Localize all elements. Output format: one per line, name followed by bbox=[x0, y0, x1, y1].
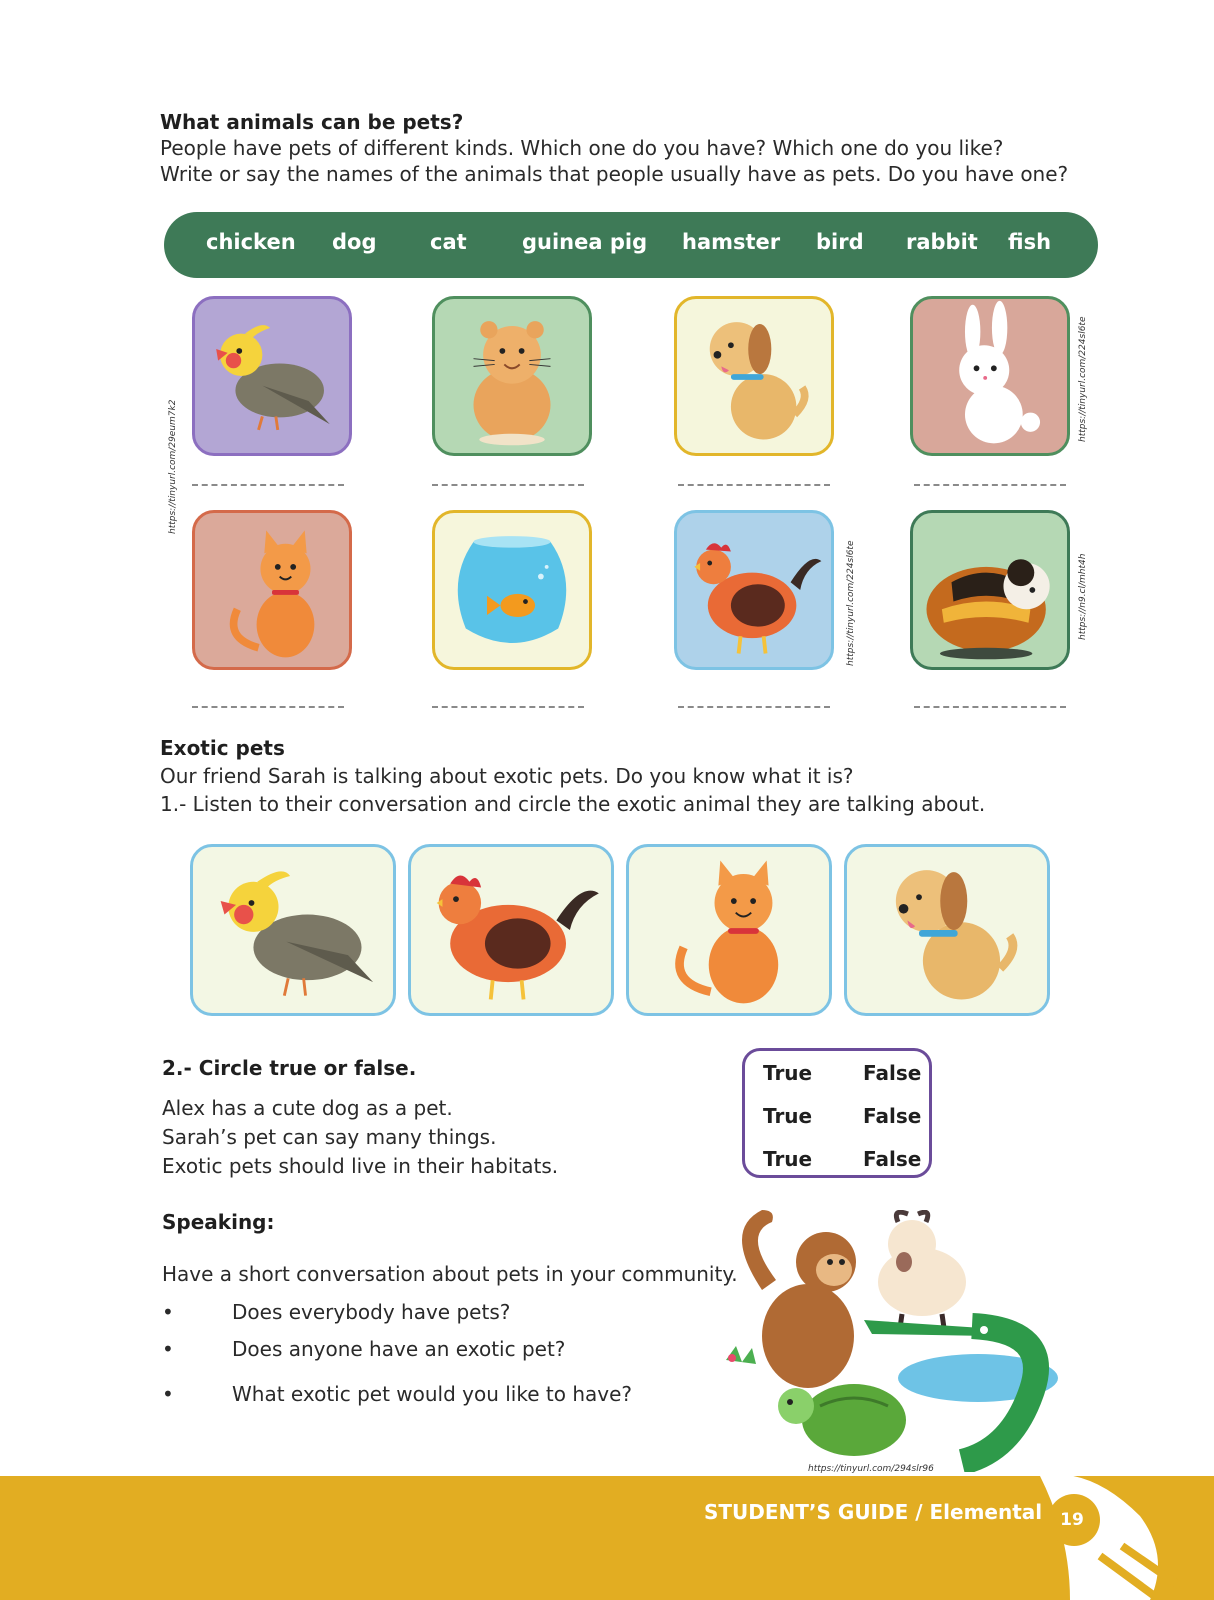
bird-icon bbox=[193, 847, 393, 1013]
word-guinea-pig: guinea pig bbox=[522, 230, 648, 254]
bird-icon bbox=[195, 299, 349, 453]
true-option-2[interactable]: True bbox=[763, 1104, 813, 1128]
statement-1: Alex has a cute dog as a pet. bbox=[162, 1096, 453, 1120]
word-bird: bird bbox=[816, 230, 864, 254]
speaking-item-text: What exotic pet would you like to have? bbox=[232, 1382, 633, 1406]
chicken-icon bbox=[411, 847, 611, 1013]
true-option-3[interactable]: True bbox=[763, 1147, 813, 1171]
word-dog: dog bbox=[332, 230, 377, 254]
grid-card-fish bbox=[432, 510, 592, 670]
statement-3: Exotic pets should live in their habitats. bbox=[162, 1154, 559, 1178]
word-rabbit: rabbit bbox=[906, 230, 978, 254]
speaking-item bbox=[162, 1337, 662, 1363]
section-title-exotic: Exotic pets bbox=[160, 736, 285, 760]
cat-icon bbox=[195, 513, 349, 667]
true-option-1[interactable]: True bbox=[763, 1061, 813, 1085]
answer-blank bbox=[432, 484, 584, 486]
answer-blank bbox=[914, 706, 1066, 708]
page-number: 19 bbox=[1054, 1502, 1090, 1538]
chicken-icon bbox=[677, 513, 831, 667]
answer-blank bbox=[914, 484, 1066, 486]
section-title-pets: What animals can be pets? bbox=[160, 110, 464, 134]
image-source-rabbit: https://tinyurl.com/224sl6te bbox=[1078, 316, 1088, 442]
exotic-option-bird[interactable] bbox=[190, 844, 396, 1016]
speaking-intro: Have a short conversation about pets in your community. bbox=[162, 1262, 738, 1286]
rabbit-icon bbox=[913, 299, 1067, 453]
image-source-left: https://tinyurl.com/29eum7k2 bbox=[168, 399, 178, 534]
exotic-animals-illustration bbox=[722, 1210, 1084, 1472]
speaking-item bbox=[162, 1382, 662, 1408]
speaking-title: Speaking: bbox=[162, 1210, 275, 1234]
grid-card-rabbit bbox=[910, 296, 1070, 456]
rocket-icon bbox=[1030, 1476, 1180, 1600]
answer-blank bbox=[678, 706, 830, 708]
dog-icon bbox=[677, 299, 831, 453]
bullet: • bbox=[162, 1300, 174, 1324]
false-option-3[interactable]: False bbox=[863, 1147, 922, 1171]
exotic-line-2: 1.- Listen to their conversation and circle the exotic animal they are talking about. bbox=[160, 792, 986, 816]
grid-card-bird bbox=[192, 296, 352, 456]
fish-icon bbox=[435, 513, 589, 667]
exotic-animals-icon bbox=[722, 1210, 1084, 1472]
grid-card-cat bbox=[192, 510, 352, 670]
exotic-option-dog[interactable] bbox=[844, 844, 1050, 1016]
grid-card-dog bbox=[674, 296, 834, 456]
word-fish: fish bbox=[1008, 230, 1052, 254]
speaking-item-text: Does anyone have an exotic pet? bbox=[232, 1337, 566, 1361]
image-source-chicken: https://tinyurl.com/224sl6te bbox=[846, 540, 856, 666]
false-option-1[interactable]: False bbox=[863, 1061, 922, 1085]
intro-line-2: Write or say the names of the animals that people usually have as pets. Do you have one? bbox=[160, 162, 1069, 186]
exotic-line-1: Our friend Sarah is talking about exotic pets. Do you know what it is? bbox=[160, 764, 854, 788]
page-footer bbox=[0, 1476, 1214, 1600]
grid-card-guinea-pig bbox=[910, 510, 1070, 670]
word-cat: cat bbox=[430, 230, 467, 254]
bullet: • bbox=[162, 1382, 174, 1406]
dog-icon bbox=[847, 847, 1047, 1013]
hamster-icon bbox=[435, 299, 589, 453]
image-source-exotic: https://tinyurl.com/294slr96 bbox=[808, 1464, 934, 1474]
guinea-pig-icon bbox=[913, 513, 1067, 667]
intro-line-1: People have pets of different kinds. Which one do you have? Which one do you like? bbox=[160, 136, 1004, 160]
statement-2: Sarah’s pet can say many things. bbox=[162, 1125, 497, 1149]
cat-icon bbox=[629, 847, 829, 1013]
speaking-item-text: Does everybody have pets? bbox=[232, 1300, 511, 1324]
answer-blank bbox=[432, 706, 584, 708]
word-chicken: chicken bbox=[206, 230, 296, 254]
image-source-guinea-pig: https://n9.cl/mht4h bbox=[1078, 553, 1088, 640]
question-2-title: 2.- Circle true or false. bbox=[162, 1056, 417, 1080]
grid-card-hamster bbox=[432, 296, 592, 456]
exotic-option-chicken[interactable] bbox=[408, 844, 614, 1016]
exotic-option-cat[interactable] bbox=[626, 844, 832, 1016]
answer-blank bbox=[192, 484, 344, 486]
footer-guide-title: STUDENT’S GUIDE / Elemental bbox=[704, 1500, 1043, 1524]
word-hamster: hamster bbox=[682, 230, 781, 254]
true-false-box bbox=[742, 1048, 932, 1178]
bullet: • bbox=[162, 1337, 174, 1361]
answer-blank bbox=[192, 706, 344, 708]
word-bank bbox=[164, 212, 1098, 278]
speaking-item bbox=[162, 1300, 662, 1326]
false-option-2[interactable]: False bbox=[863, 1104, 922, 1128]
grid-card-chicken bbox=[674, 510, 834, 670]
answer-blank bbox=[678, 484, 830, 486]
